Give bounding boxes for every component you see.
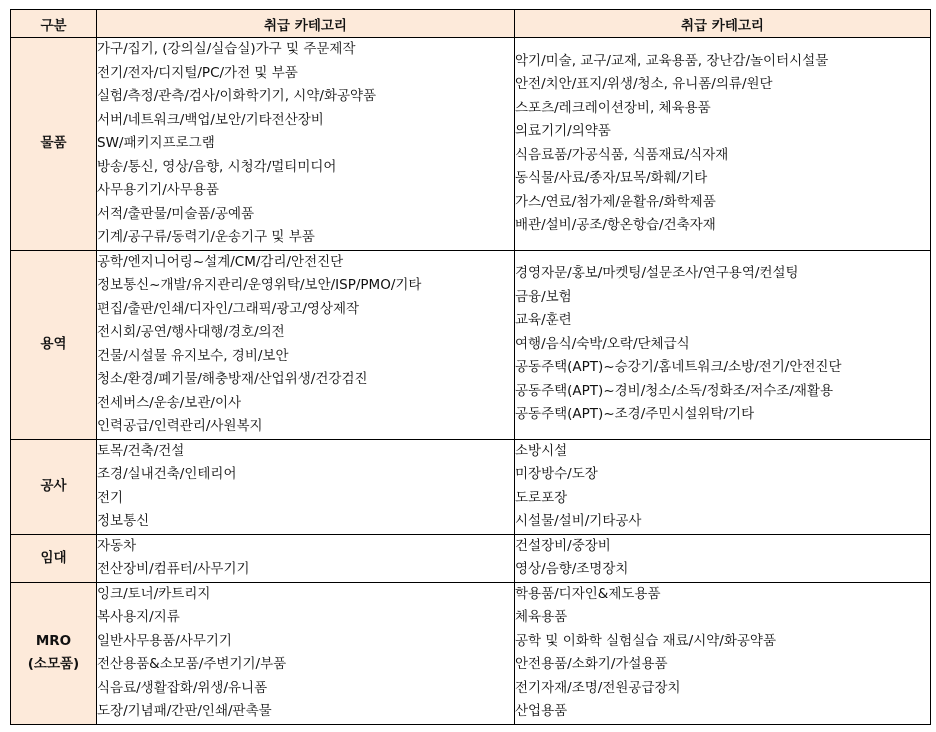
category-item: 시설물/설비/기타공사 <box>515 513 642 529</box>
category-item: 서버/네트워크/백업/보안/기타전산장비 <box>97 111 324 128</box>
category-item: 공동주택(APT)~승강기/홈네트워크/소방/전기/안전진단 <box>515 359 842 376</box>
category-item: SW/패키지프로그램 <box>97 135 215 151</box>
category-item: 전기 <box>97 489 124 506</box>
category-item: 청소/환경/폐기물/해충방재/산업위생/건강검진 <box>97 371 368 387</box>
category-item: 식음료품/가공식품, 식품재료/식자재 <box>515 146 729 163</box>
category-item: 여행/음식/숙박/오락/단체급식 <box>515 335 690 352</box>
header-category-left: 취급 카테고리 <box>97 10 515 38</box>
category-item: 도장/기념패/간판/인쇄/판촉물 <box>97 703 272 719</box>
category-item: 토목/건축/건설 <box>97 442 185 459</box>
category-item: 전세버스/운송/보관/이사 <box>97 394 242 411</box>
category-item: 공학 및 이화학 실험실습 재료/시약/화공약품 <box>515 632 776 649</box>
category-list-left <box>97 534 515 582</box>
category-row-rental <box>11 534 931 582</box>
category-item: 소방시설 <box>515 442 568 459</box>
group-label <box>11 38 97 251</box>
category-item: 금융/보험 <box>515 288 572 305</box>
category-list-right <box>515 38 931 251</box>
category-item: 정보통신 <box>97 513 150 529</box>
category-item: 미장방수/도장 <box>515 466 598 482</box>
category-item: 배관/설비/공조/항온항습/건축자재 <box>515 217 716 234</box>
header-group: 구분 <box>11 10 97 38</box>
category-item: 안전용품/소화기/가설용품 <box>515 656 668 672</box>
category-item: 동식물/사료/종자/묘목/화훼/기타 <box>515 170 708 187</box>
category-item: 전산용품&소모품/주변기기/부품 <box>97 656 287 672</box>
category-item: 가스/연료/첨가제/윤활유/화학제품 <box>515 193 716 210</box>
category-item: 도로포장 <box>515 489 568 506</box>
category-row-mro <box>11 582 931 724</box>
category-item: 스포츠/레크레이션장비, 체육용품 <box>515 99 711 116</box>
category-item: 산업용품 <box>515 703 568 719</box>
category-item: 경영자문/홍보/마켓팅/설문조사/연구용역/컨설팅 <box>515 265 799 282</box>
category-list-left <box>97 582 515 724</box>
header-row <box>11 10 931 38</box>
category-item: 전기자재/조명/전원공급장치 <box>515 679 681 696</box>
category-item: 학용품/디자인&제도용품 <box>515 585 661 602</box>
category-list-left <box>97 439 515 534</box>
category-item: 전기/전자/디지털/PC/가전 및 부품 <box>97 64 298 81</box>
group-label-text: 물품 <box>40 135 67 152</box>
group-label <box>11 534 97 582</box>
category-item: 조경/실내건축/인테리어 <box>97 466 237 482</box>
category-item: 기계/공구류/동력기/운송기구 및 부품 <box>97 229 315 245</box>
category-item: 잉크/토너/카트리지 <box>97 585 211 602</box>
category-item: 가구/집기, (강의실/실습실)가구 및 주문제작 <box>97 41 356 57</box>
category-row-services <box>11 250 931 439</box>
category-item: 의료기기/의약품 <box>515 123 611 140</box>
category-item: 건설장비/중장비 <box>515 537 611 554</box>
category-item: 편집/출판/인쇄/디자인/그래픽/광고/영상제작 <box>97 300 360 317</box>
category-item: 인력공급/인력관리/사원복지 <box>97 418 263 434</box>
category-item: 영상/음향/조명장치 <box>515 561 629 577</box>
category-item: 체육용품 <box>515 609 568 625</box>
category-row-construction <box>11 439 931 534</box>
category-item: 일반사무용품/사무기기 <box>97 632 232 649</box>
category-item: 식음료/생활잡화/위생/유니폼 <box>97 679 268 696</box>
group-label-text: MRO <box>35 633 72 649</box>
category-item: 자동차 <box>97 537 137 554</box>
category-list-left <box>97 250 515 439</box>
category-item: 전산장비/컴퓨터/사무기기 <box>97 561 250 577</box>
category-list-right <box>515 439 931 534</box>
category-table <box>10 9 931 725</box>
category-item: 공동주택(APT)~조경/주민시설위탁/기타 <box>515 406 755 423</box>
group-label-text: 용역 <box>40 336 67 352</box>
category-item: 복사용지/지류 <box>97 609 180 625</box>
group-label-text: (소모품) <box>27 656 80 672</box>
category-list-right <box>515 534 931 582</box>
group-label-text: 공사 <box>40 478 67 494</box>
category-item: 전시회/공연/행사대행/경호/의전 <box>97 324 285 340</box>
category-item: 사무용기기/사무용품 <box>97 182 219 198</box>
category-item: 방송/통신, 영상/음향, 시청각/멀티미디어 <box>97 158 337 175</box>
category-item: 안전/치안/표지/위생/청소, 유니폼/의류/원단 <box>515 76 773 93</box>
group-label <box>11 582 97 724</box>
category-item: 교육/훈련 <box>515 312 572 329</box>
header-category-right: 취급 카테고리 <box>515 10 931 38</box>
category-item: 공학/엔지니어링~설계/CM/감리/안전진단 <box>97 253 344 270</box>
category-item: 악기/미술, 교구/교재, 교육용품, 장난감/놀이터시설물 <box>515 52 829 69</box>
category-item: 서적/출판물/미술품/공예품 <box>97 205 255 222</box>
category-item: 실험/측정/관측/검사/이화학기기, 시약/화공약품 <box>97 88 377 104</box>
category-list-right <box>515 250 931 439</box>
group-label <box>11 250 97 439</box>
category-item: 건물/시설물 유지보수, 경비/보안 <box>97 347 289 364</box>
category-item: 정보통신~개발/유지관리/운영위탁/보안/ISP/PMO/기타 <box>97 277 422 293</box>
category-list-right <box>515 582 931 724</box>
category-item: 공동주택(APT)~경비/청소/소독/정화조/저수조/재활용 <box>515 382 833 399</box>
category-row-goods <box>11 38 931 251</box>
group-label <box>11 439 97 534</box>
group-label-text: 임대 <box>40 549 67 566</box>
category-list-left <box>97 38 515 251</box>
